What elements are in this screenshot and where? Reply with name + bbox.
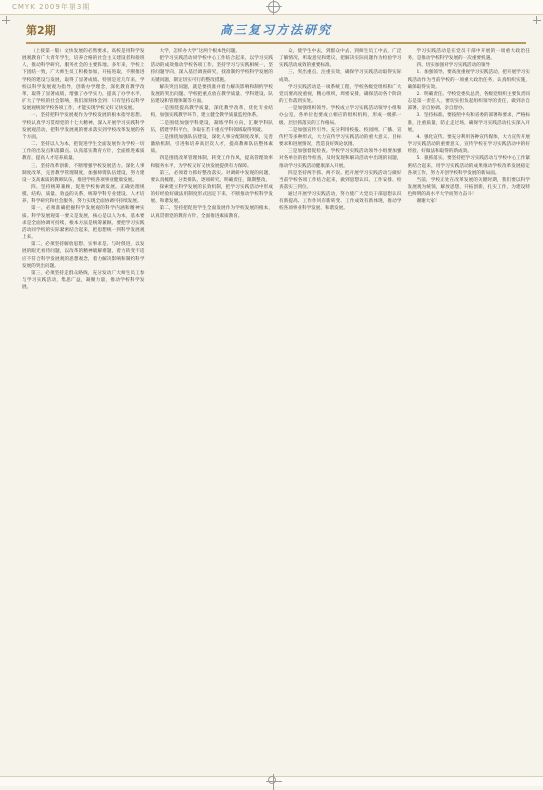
paragraph: 三是围绕加强队伍建设，深化人事分配制度改革，完善激励机制，引进和培养高层次人才，提高教师队伍整体素质。 bbox=[150, 134, 273, 155]
paragraph: 学习实践活动是一项系统工程，学校各级党组织和广大党员要高度重视，精心组织，周密安排，确保活动各个阶段的工作落到实处。 bbox=[279, 84, 402, 105]
paragraph: 第三，必须着力抓好整改落实。对调研中发现的问题，要认真梳理，分类排队，逐项研究，明确责任，限期整改。 bbox=[150, 170, 273, 183]
paragraph: 3．坚持标准。要按照中央和省委的部署和要求，严格标准，注重质量，防止走过场，确保学习实践活动扎实深入开展。 bbox=[407, 113, 530, 133]
paragraph: 三是加强督促检查。学校学习实践活动领导小组要加强对各单位的指导检查，及时发现和解决活动中出现的问题，推动学习实践活动健康深入开展。 bbox=[279, 149, 402, 169]
paragraph: 三、突出重点，注重实效，确保学习实践活动取得实际成效。 bbox=[279, 70, 402, 83]
paragraph: 二是加强宣传引导。充分利用校报、校园网、广播、宣传栏等多种形式，大力宣传学习实践活动的重大意义、目标要求和进展情况，营造良好舆论氛围。 bbox=[279, 127, 402, 148]
paragraph: 一是围绕提高教学质量，深化教学改革，优化专业结构，加强实践教学环节，建立健全教学质量监控体系。 bbox=[150, 106, 273, 119]
paragraph: 四、切实加强对学习实践活动的领导 bbox=[416, 63, 491, 69]
paragraph: 四、坚持统筹兼顾，促进学校协调发展。正确处理规模、结构、质量、效益的关系，统筹学科专业建设、人才培养、科学研究和社会服务，努力实现全面协调可持续发展。 bbox=[22, 184, 145, 205]
print-top-strip bbox=[0, 0, 543, 15]
paragraph: 四是坚持两手抓、两不误。把开展学习实践活动与做好当前学校各项工作结合起来，做到思想认识、工作安排、检查落实三到位。 bbox=[279, 170, 402, 190]
crop-mark-icon bbox=[533, 20, 541, 21]
paragraph: 2．明确责任。学校党委负总责，各级党组织主要负责同志是第一责任人，要切实担负起组织领导的责任，做到亲自部署、亲自协调、亲自督办。 bbox=[407, 91, 530, 112]
section-label: 第2期 bbox=[26, 24, 56, 37]
paragraph: 三、坚持改革创新，不断增强学校发展活力。深化人事制度改革，完善教学管理制度，加强师资队伍建设，努力建设一支高素质的教师队伍，推进学校各项事业健康发展。 bbox=[22, 163, 145, 183]
paragraph: 一、坚持把科学发展观作为学校发展的根本指导思想。学校认真学习贯彻党的十七大精神，深入开展学习实践科学发展观活动，把科学发展观的要求落实到学校改革发展的各个方面。 bbox=[22, 113, 145, 140]
paragraph: 当前，学校正处在改革发展的关键时期，我们要以科学发展观为统领，解放思想，开拓创新，扎实工作，为建设特色鲜明的高水平大学而努力奋斗！ bbox=[407, 177, 530, 198]
paragraph: 通过开展学习实践活动，努力使广大党员干部思想认识有新提高、工作作风有新转变、工作成效有新体现，推动学校各项事业科学发展、和谐发展。 bbox=[279, 192, 402, 212]
article-body bbox=[22, 48, 530, 772]
text-column bbox=[279, 48, 402, 772]
crop-mark-icon bbox=[2, 20, 10, 21]
paragraph: 四是围绕改革管理体制，转变工作作风，提高管理效率和服务水平，为学校又好又快发展提供有力保障。 bbox=[150, 156, 273, 169]
paragraph: 一是加强组织领导。学校成立学习实践活动领导小组和办公室，各单位也要成立相应的组织机构，形成一级抓一级、层层抓落实的工作格局。 bbox=[279, 106, 402, 126]
paragraph: 大学，怎样办大学”这两个根本性问题。 bbox=[159, 49, 240, 54]
paragraph: 把学习实践活动同学校中心工作结合起来，以学习实践活动的成效推动学校各项工作。坚持学习与实践相统一，坚持问题导向，深入基层调查研究，找准制约学校科学发展的关键问题，制定切实可行的整改措施。 bbox=[150, 56, 273, 83]
paragraph: 探索建立科学发展的长效机制，把学习实践活动中形成的好经验好做法用制度形式固定下来，不断推动学校科学发展、和谐发展。 bbox=[150, 184, 273, 205]
paragraph: 第一，必须准确把握科学发展观的科学内涵和精神实质。科学发展观第一要义是发展，核心是以人为本，基本要求是全面协调可持续，根本方法是统筹兼顾。要把学习实践活动同学校的实际紧密结合起来，把思想统一到科学发展观上来。 bbox=[22, 206, 145, 241]
paragraph: 谢谢大家！ bbox=[416, 199, 440, 205]
paragraph: 5．狠抓落实。要坚持把学习实践活动与学校中心工作紧密结合起来，用学习实践活动的成果推动学校改革发展稳定各项工作，努力开创学校科学发展的新局面。 bbox=[407, 156, 530, 176]
paragraph: 4．强化宣传。要充分利用各种宣传媒体，大力宣传开展学习实践活动的重要意义，宣传学校在学习实践活动中的好经验、好做法和取得的新成效。 bbox=[407, 134, 530, 155]
text-column bbox=[22, 48, 145, 772]
paragraph: 二、坚持以人为本，把促进学生全面发展作为学校一切工作的出发点和落脚点。认真落实教育方针，全面推进素质教育，提高人才培养质量。 bbox=[22, 142, 145, 162]
page-header bbox=[26, 20, 526, 44]
page-title: 高三复习方法研究 bbox=[219, 23, 332, 37]
print-mark-label: CMYK 2009年第3期 bbox=[12, 3, 91, 11]
registration-mark-icon bbox=[268, 1, 280, 13]
registration-mark-icon bbox=[268, 776, 276, 784]
text-column bbox=[408, 48, 531, 772]
paragraph: 第三，必须坚持走群众路线，充分发动广大师生员工参与学习实践活动，集思广益，凝聚力量，推动学校科学发展。 bbox=[22, 270, 145, 291]
paragraph: 第二，坚持把促进学生全面发展作为学校发展的根本，认真贯彻党的教育方针，全面推进素质教育。 bbox=[150, 206, 273, 219]
paragraph: 众，使学生中去，到群众中去，到师生员工中去，广泛了解情况，听取意见和建议，把解决实际问题作为检验学习实践活动成效的重要标准。 bbox=[279, 49, 402, 69]
text-column bbox=[151, 48, 274, 772]
paragraph: （上接第一版）文快发展的必然要求。高校是用科学发展观教育广大青年学生，培养合格的社会主义建设者和接班人，推动科学研究、服务社会的主要阵地。多年来，学校上下团结一致，广大师生员工积极参加，开拓进取，不断推进学校的建设与发展，取得了显著成绩。特别是近几年来，学校以科学发展观为指导，创新办学理念，深化教育教学改革，取得了显著成绩，增强了办学实力，提高了办学水平，扩大了学校的社会影响，我们深刻体会到：只有坚持以科学发展观统领学校各项工作，才能实现学校又好又快发展。 bbox=[22, 49, 145, 112]
paragraph: 第二，必须坚持解放思想、实事求是、与时俱进，以发展的眼光看待问题，以改革的精神破解难题，着力转变不适应不符合科学发展观的思想观念，着力解决影响和制约科学发展的突出问题。 bbox=[22, 242, 145, 269]
paragraph: 1．加强领导。要高度重视学习实践活动，把开展学习实践活动作为当前学校的一项重大政治任务，认真组织实施，确保取得实效。 bbox=[407, 70, 530, 90]
paragraph: 解决突出问题，就是要找准并着力解决影响和制约学校发展的突出问题。学校把重点放在教学质量、学科建设、队伍建设和管理体制等方面。 bbox=[150, 84, 273, 105]
paragraph: 学习实践活动是在党员干部中开展的一项重大政治任务，是推动学校科学发展的一次重要机遇。 bbox=[407, 49, 530, 62]
paragraph: 二是围绕加强学科建设，凝练学科方向，汇聚学科队伍，搭建学科平台，争取在若干重点学科领域取得突破。 bbox=[150, 120, 273, 133]
